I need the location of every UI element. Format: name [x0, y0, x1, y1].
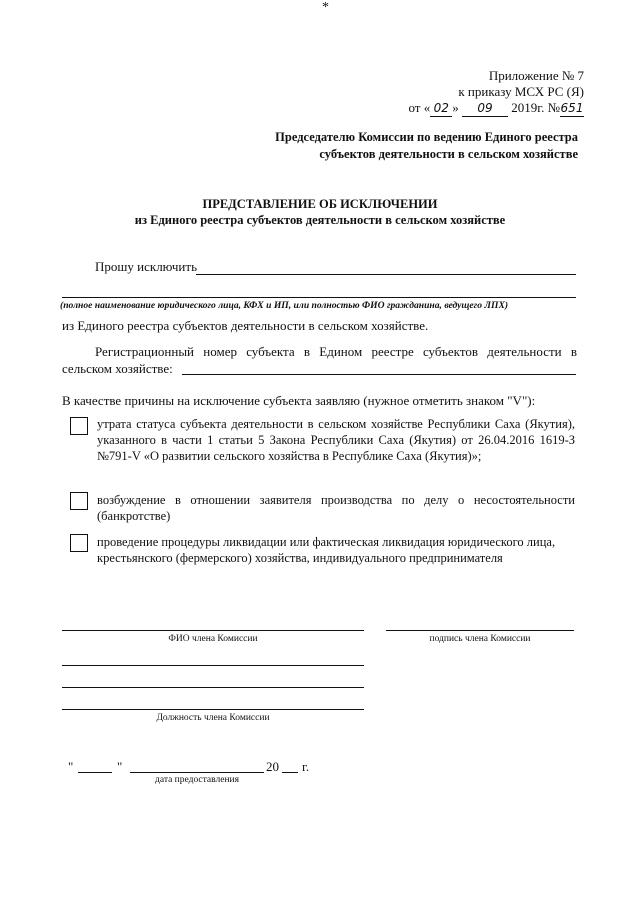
date-year-suffix: г. — [302, 759, 310, 774]
reason-checkbox-3[interactable] — [70, 534, 88, 552]
reason-checkbox-1[interactable] — [70, 417, 88, 435]
date-quote-close: " — [117, 759, 123, 774]
request-continuation: из Единого реестра субъектов деятельности в сельском хозяйстве. — [62, 318, 429, 333]
date-day-close: » — [452, 100, 459, 115]
extra-field-1[interactable] — [62, 665, 364, 666]
position-field[interactable] — [62, 709, 364, 710]
appendix-order: к приказу МСХ РС (Я) — [458, 84, 584, 99]
request-name-field[interactable] — [196, 274, 576, 275]
registration-line-1: Регистрационный номер субъекта в Едином реестре субъектов деятельности в — [95, 344, 577, 359]
top-mark: * — [322, 0, 329, 15]
reason-checkbox-2[interactable] — [70, 492, 88, 510]
registration-line-2: сельском хозяйстве: — [62, 361, 173, 376]
title-line-2: из Единого реестра субъектов деятельности в сельском хозяйстве — [134, 213, 506, 227]
reasons-intro: В качестве причины на исключение субъекта заявляю (нужное отметить знаком "V"): — [62, 393, 536, 408]
addressee-line-1: Председателю Комиссии по ведению Единого реестра — [275, 130, 578, 144]
reason-option-2: возбуждение в отношении заявителя производства по делу о несостоятельности (банкротстве) — [97, 493, 575, 523]
handwritten-day: 02 — [430, 100, 452, 117]
document-title — [0, 196, 640, 228]
appendix-block — [408, 68, 584, 117]
request-hint: (полное наименование юридического лица, КФХ и ИП, или полностью ФИО гражданина, ведущего ЛПХ) — [60, 300, 509, 311]
fio-label: ФИО члена Комиссии — [168, 634, 258, 644]
date-prefix: от « — [408, 100, 431, 115]
extra-field-2[interactable] — [62, 687, 364, 688]
position-label: Должность члена Комиссии — [156, 713, 270, 723]
handwritten-month: 09 — [462, 100, 508, 117]
reason-option-1: утрата статуса субъекта деятельности в сельском хозяйстве Республики Саха (Якутия), указанного в части 1 статьи 5 Закона Республики Саха (Якутия) от 26.04.2016 1619-З №791-V «О развитии сельского хозяйства в Республике Саха (Якутия)»; — [97, 417, 575, 463]
reason-option-3: проведение процедуры ликвидации или фактическая ликвидация юридического лица, крестьянского (фермерского) хозяйства, индивидуального предпринимателя — [97, 535, 556, 565]
signature-field[interactable] — [386, 630, 574, 631]
date-year-text: 2019г. № — [511, 100, 560, 115]
signature-label: подпись члена Комиссии — [429, 634, 531, 644]
fio-field[interactable] — [62, 630, 364, 631]
date-day-field[interactable] — [78, 772, 112, 773]
addressee — [275, 129, 578, 163]
appendix-title: Приложение № 7 — [488, 68, 584, 83]
title-line-1: ПРЕДСТАВЛЕНИЕ ОБ ИСКЛЮЧЕНИИ — [202, 197, 438, 211]
date-year-prefix: 20 — [266, 759, 279, 774]
addressee-line-2: субъектов деятельности в сельском хозяйстве — [319, 147, 578, 161]
appendix-date — [408, 100, 584, 117]
request-label: Прошу исключить — [95, 259, 198, 274]
date-year-field[interactable] — [282, 772, 298, 773]
date-quote-open: " — [68, 759, 74, 774]
date-month-field[interactable] — [130, 772, 264, 773]
registration-number-field[interactable] — [182, 374, 576, 375]
handwritten-number: 651 — [560, 101, 584, 115]
date-label: дата предоставления — [155, 775, 239, 785]
request-name-field-2[interactable] — [62, 297, 576, 298]
